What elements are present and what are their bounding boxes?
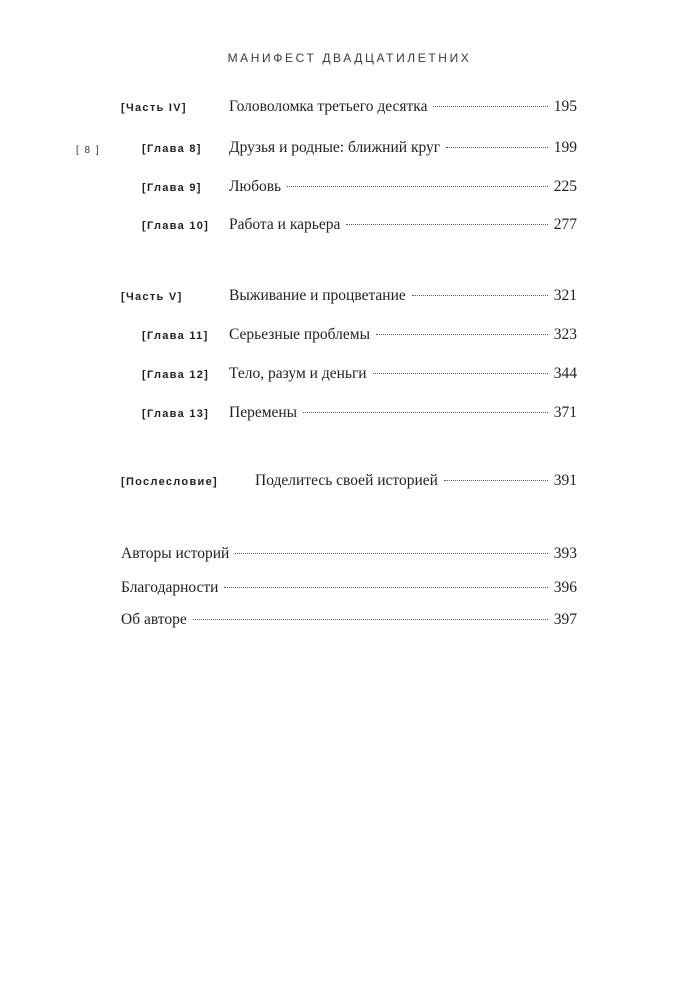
dot-leader [373,373,548,374]
toc-chapter-label: [Глава 8] [142,143,202,155]
toc-entry-chapter-12 [142,363,577,385]
toc-page-number: 277 [553,216,577,233]
toc-entry-title: Об авторе [121,611,187,628]
toc-entry-chapter-9 [142,176,577,198]
toc-entry-part-4 [121,96,577,118]
toc-entry-acknowledgements [121,577,577,599]
toc-afterword-label: [Послесловие] [121,476,218,488]
toc-entry-title: Любовь [229,178,282,195]
toc-entry-title: Выживание и процветание [229,287,406,304]
dot-leader [444,480,548,481]
toc-entry-title: Друзья и родные: ближний круг [229,139,441,156]
toc-part-label: [Часть IV] [121,102,187,114]
dot-leader [412,295,548,296]
toc-part-label: [Часть V] [121,291,183,303]
dot-leader [193,619,548,620]
toc-chapter-label: [Глава 10] [142,220,210,232]
toc-chapter-label: [Глава 9] [142,182,202,194]
dot-leader [446,147,548,148]
toc-chapter-label: [Глава 13] [142,408,210,420]
toc-page-number: 225 [553,178,577,195]
toc-page-number: 397 [553,611,577,628]
dot-leader [303,412,548,413]
toc-entry-title: Поделитесь своей историей [255,472,438,489]
dot-leader [224,587,547,588]
toc-entry-chapter-8 [142,137,577,159]
toc-entry-title: Благодарности [121,579,219,596]
dot-leader [287,186,548,187]
toc-entry-title: Серьезные проблемы [229,326,371,343]
toc-page-number: 321 [553,287,577,304]
toc-entry-part-5 [121,285,577,307]
toc-entry-chapter-13 [142,402,577,424]
toc-entry-about-author [121,609,577,631]
toc-entry-title: Авторы историй [121,545,230,562]
toc-entry-title: Тело, разум и деньги [229,365,367,382]
toc-entry-story-authors [121,543,577,565]
toc-page-number: 396 [553,579,577,596]
dot-leader [433,106,547,107]
page-number: [ 8 ] [76,145,101,156]
toc-page-number: 344 [553,365,577,382]
toc-page-number: 393 [553,545,577,562]
dot-leader [346,224,547,225]
toc-entry-chapter-10 [142,214,577,236]
dot-leader [376,334,548,335]
toc-chapter-label: [Глава 11] [142,330,209,342]
toc-page-number: 199 [553,139,577,156]
running-title: МАНИФЕСТ ДВАДЦАТИЛЕТНИХ [227,51,472,65]
toc-entry-chapter-11 [142,324,577,346]
toc-page-number: 371 [553,404,577,421]
dot-leader [235,553,547,554]
toc-page-number: 195 [553,98,577,115]
toc-entry-title: Перемены [229,404,298,421]
toc-chapter-label: [Глава 12] [142,369,210,381]
toc-page-number: 391 [553,472,577,489]
toc-entry-afterword [121,470,577,492]
toc-entry-title: Головоломка третьего десятка [229,98,428,115]
toc-entry-title: Работа и карьера [229,216,341,233]
toc-page-number: 323 [553,326,577,343]
